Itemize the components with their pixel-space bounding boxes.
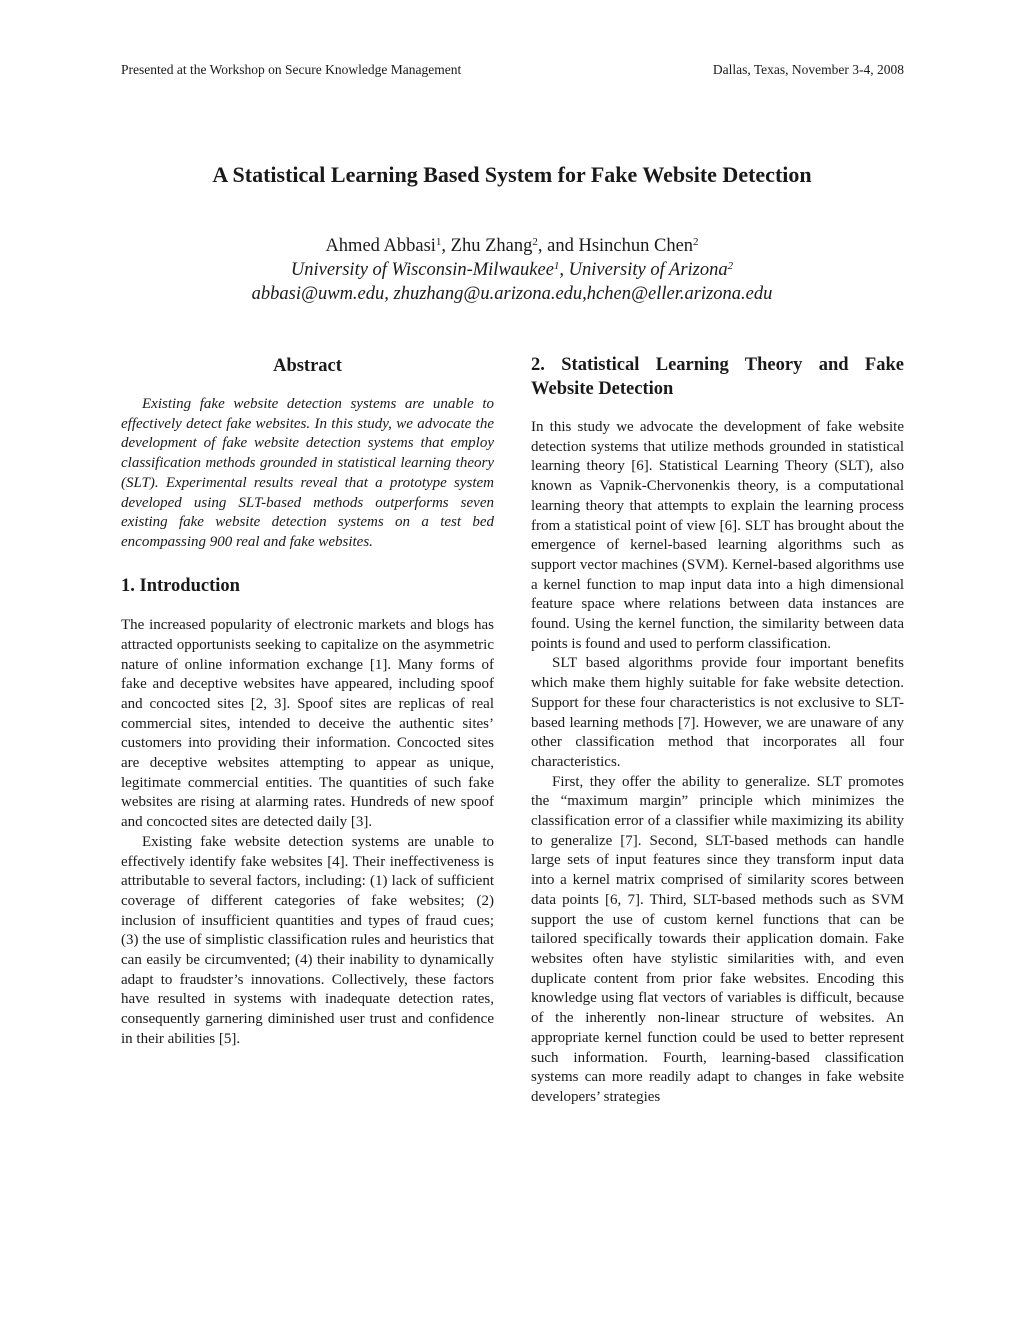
- author-name: Zhu Zhang: [450, 236, 533, 256]
- introduction-paragraph: Existing fake website detection systems are unable to effectively identify fake websites [4]. Their ineffectiveness is attributable to several factors, including: (1) lack of sufficient coverage of different categories of fake websites; (2) inclusion of insufficient quantities and types of fraud cues; (3) the use of simplistic classification rules and heuristics that can easily be circumvented; (4) their inability to dynamically adapt to fraudster’s innovations. Collectively, these factors have resulted in systems with inadequate detection rates, consequently garnering diminished user trust and confidence in their abilities [5].: [121, 833, 494, 1047]
- abstract-text: Existing fake website detection systems are unable to effectively detect fake websites. In this study, we advocate the development of fake website detection systems that employ classification methods grounded in statistical learning theory (SLT). Experimental results reveal that a prototype system developed using SLT-based methods outperforms seven existing fake website detection systems on a test bed encompassing 900 real and fake websites.: [121, 396, 494, 550]
- author-separator: , and: [537, 236, 579, 256]
- author-name: Hsinchun Chen: [578, 236, 694, 256]
- affiliation-name: University of Wisconsin-Milwaukee: [290, 260, 554, 280]
- header-venue: Presented at the Workshop on Secure Knowledge Management: [121, 62, 462, 77]
- author-affiliations: [0, 258, 1024, 282]
- author-separator: ,: [441, 236, 451, 256]
- header-location-date: Dallas, Texas, November 3-4, 2008: [712, 62, 904, 77]
- author-block: [0, 234, 1024, 306]
- left-column: [121, 354, 494, 1050]
- section2-paragraph: SLT based algorithms provide four important benefits which make them highly suitable for fake website detection. Support for these four characteristics is not exclusive to SLT-based learning methods [7]. However, we are unaware of any other classification method that incorporates all four characteristics.: [531, 655, 904, 770]
- right-column: [531, 354, 904, 1108]
- running-header: [121, 61, 904, 79]
- author-superscript: 1: [435, 236, 442, 248]
- author-emails: abbasi@uwm.edu, zhuzhang@u.arizona.edu,hchen@eller.arizona.edu: [251, 284, 773, 304]
- introduction-heading: 1. Introduction: [121, 575, 240, 596]
- affiliation-name: University of Arizona: [568, 260, 728, 280]
- section2-paragraph: In this study we advocate the development of fake website detection systems that utilize methods grounded in statistical learning theory [6]. Statistical Learning Theory (SLT), also known as Vapnik-Chervonenkis theory, is a computational learning theory that attempts to explain the learning process from a statistical point of view [6]. SLT has brought about the emergence of kernel-based learning algorithms such as support vector machines (SVM). Kernel-based algorithms use a kernel function to map input data into a high dimensional feature space where relations between data instances are found. Using the kernel function, the similarity between data points is found and used to perform classification.: [531, 419, 904, 652]
- affiliation-superscript: 1: [553, 260, 560, 272]
- author-superscript: 2: [693, 236, 699, 248]
- author-names: [0, 234, 1024, 258]
- paper-title: A Statistical Learning Based System for Fake Website Detection: [212, 162, 812, 187]
- author-superscript: 2: [532, 236, 538, 248]
- affiliation-superscript: 2: [727, 260, 734, 272]
- section2-heading: 2. Statistical Learning Theory and Fake Website Detection: [531, 355, 904, 399]
- abstract-heading: Abstract: [273, 356, 342, 376]
- author-name: Ahmed Abbasi: [325, 236, 436, 256]
- affiliation-separator: ,: [559, 260, 569, 280]
- section2-paragraph: First, they offer the ability to generalize. SLT promotes the “maximum margin” principle which minimizes the classification error of a classifier while maximizing its ability to generalize [7]. Second, SLT-based methods can handle large sets of input features since they transform input data into a kernel matrix comprised of similarity scores between data points [6, 7]. Third, SLT-based methods such as SVM support the use of custom kernel functions that can be tailored specifically towards their application domain. Fake websites often have stylistic similarities with, and even duplicate content from prior fake websites. Encoding this knowledge using flat vectors of variables is difficult, because of the inherently non-linear structure of websites. An appropriate kernel function could be used to better represent such information. Fourth, learning-based classification systems can more readily adapt to changes in fake website developers’ strategies: [531, 773, 904, 1105]
- introduction-paragraph: The increased popularity of electronic markets and blogs has attracted opportunists seeking to capitalize on the asymmetric nature of online information exchange [1]. Many forms of fake and deceptive websites have appeared, including spoof and concocted sites [2, 3]. Spoof sites are replicas of real commercial sites, intended to deceive the authentic sites’ customers into providing their information. Concocted sites are deceptive websites attempting to appear as unique, legitimate commercial entities. The quantities of such fake websites are rising at alarming rates. Hundreds of new spoof and concocted sites are detected daily [3].: [121, 617, 494, 831]
